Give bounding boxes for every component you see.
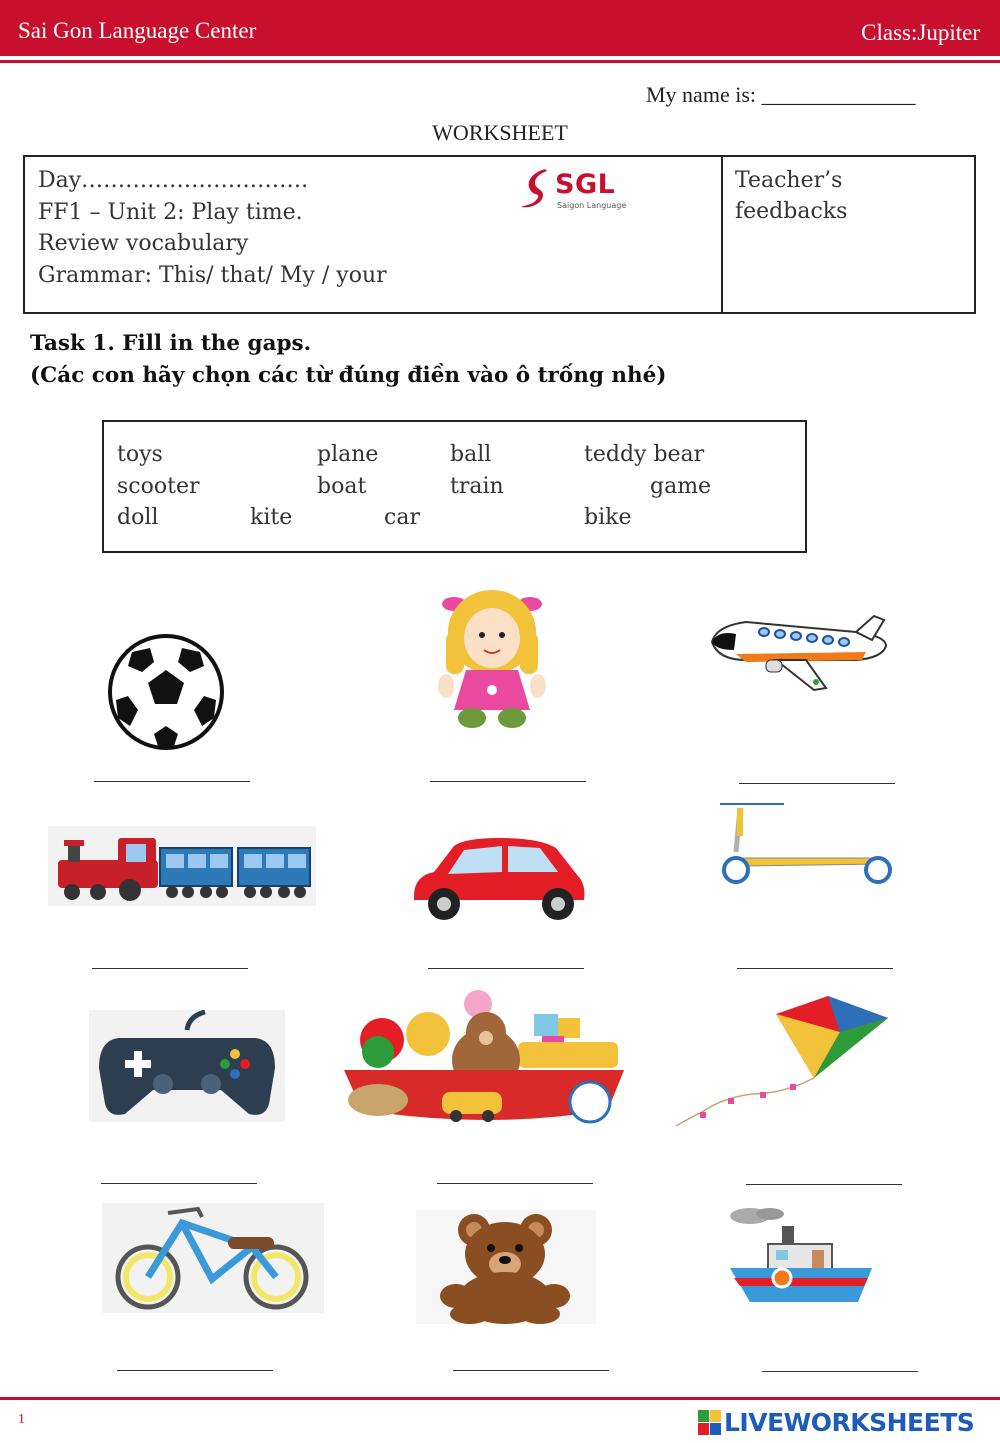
student-name-line: My name is: ______________ (646, 82, 916, 107)
liveworksheets-brand (698, 1406, 998, 1440)
info-box-divider (721, 157, 723, 314)
logo-text: SGL (555, 169, 616, 200)
toys-icon (338, 990, 634, 1130)
word-game: game (650, 474, 712, 499)
answer-blank-8[interactable] (437, 1183, 593, 1184)
sgl-logo (517, 163, 637, 213)
word-train: train (450, 474, 504, 499)
word-teddy-bear: teddy bear (584, 442, 705, 467)
word-kite: kite (250, 505, 293, 530)
word-bank (102, 420, 807, 553)
word-toys: toys (117, 442, 163, 467)
lesson-info-box (23, 155, 976, 314)
scooter-icon (712, 802, 894, 884)
liveworksheets-logo-icon (698, 1410, 722, 1436)
answer-blank-4[interactable] (92, 968, 248, 969)
answer-blank-2[interactable] (430, 781, 586, 782)
task-subtitle: (Các con hãy chọn các từ đúng điền vào ô trống nhé) (30, 363, 667, 388)
answer-blank-10[interactable] (117, 1370, 273, 1371)
car-icon (410, 836, 588, 924)
game-controller-icon (89, 1010, 285, 1122)
plane-icon (706, 602, 890, 694)
answer-blank-11[interactable] (453, 1370, 609, 1371)
bike-icon (102, 1203, 324, 1313)
sgl-logo-icon (517, 163, 557, 213)
teacher-feedback (735, 165, 847, 227)
answer-blank-3[interactable] (739, 783, 895, 784)
lesson-info (38, 165, 387, 291)
word-bike: bike (584, 505, 632, 530)
kite-icon (672, 994, 892, 1130)
word-ball: ball (450, 442, 492, 467)
answer-blank-7[interactable] (101, 1183, 257, 1184)
word-plane: plane (317, 442, 379, 467)
header-bar (0, 0, 1000, 56)
grammar-line: Grammar: This/ that/ My / your (38, 262, 387, 288)
ball-icon (104, 630, 228, 754)
answer-blank-6[interactable] (737, 968, 893, 969)
footer-divider (0, 1397, 1000, 1400)
day-line: Day…………………………. (38, 168, 309, 193)
class-name: Class:Jupiter (861, 20, 980, 45)
review-line: Review vocabulary (38, 231, 249, 256)
word-boat: boat (317, 474, 367, 499)
boat-icon (720, 1206, 876, 1306)
worksheet-title: WORKSHEET (432, 120, 568, 145)
liveworksheets-text: LIVEWORKSHEETS (724, 1408, 975, 1437)
doll-icon (432, 580, 552, 730)
unit-line: FF1 – Unit 2: Play time. (38, 199, 303, 225)
word-doll: doll (117, 505, 159, 530)
answer-blank-12[interactable] (762, 1371, 918, 1372)
word-scooter: scooter (117, 474, 200, 499)
train-icon (48, 826, 316, 906)
logo-subtext: Saigon Language (557, 201, 627, 210)
answer-blank-1[interactable] (94, 781, 250, 782)
school-name: Sai Gon Language Center (18, 18, 257, 43)
task-instructions (30, 328, 666, 392)
header-divider (0, 60, 1000, 63)
word-car: car (384, 505, 420, 530)
answer-blank-5[interactable] (428, 968, 584, 969)
answer-blank-9[interactable] (746, 1184, 902, 1185)
task-title: Task 1. Fill in the gaps. (30, 331, 312, 356)
feedback-label-2: feedbacks (735, 199, 848, 224)
feedback-label-1: Teacher’s (735, 168, 843, 193)
teddy-bear-icon (416, 1210, 596, 1324)
page-number: 1 (18, 1412, 25, 1427)
